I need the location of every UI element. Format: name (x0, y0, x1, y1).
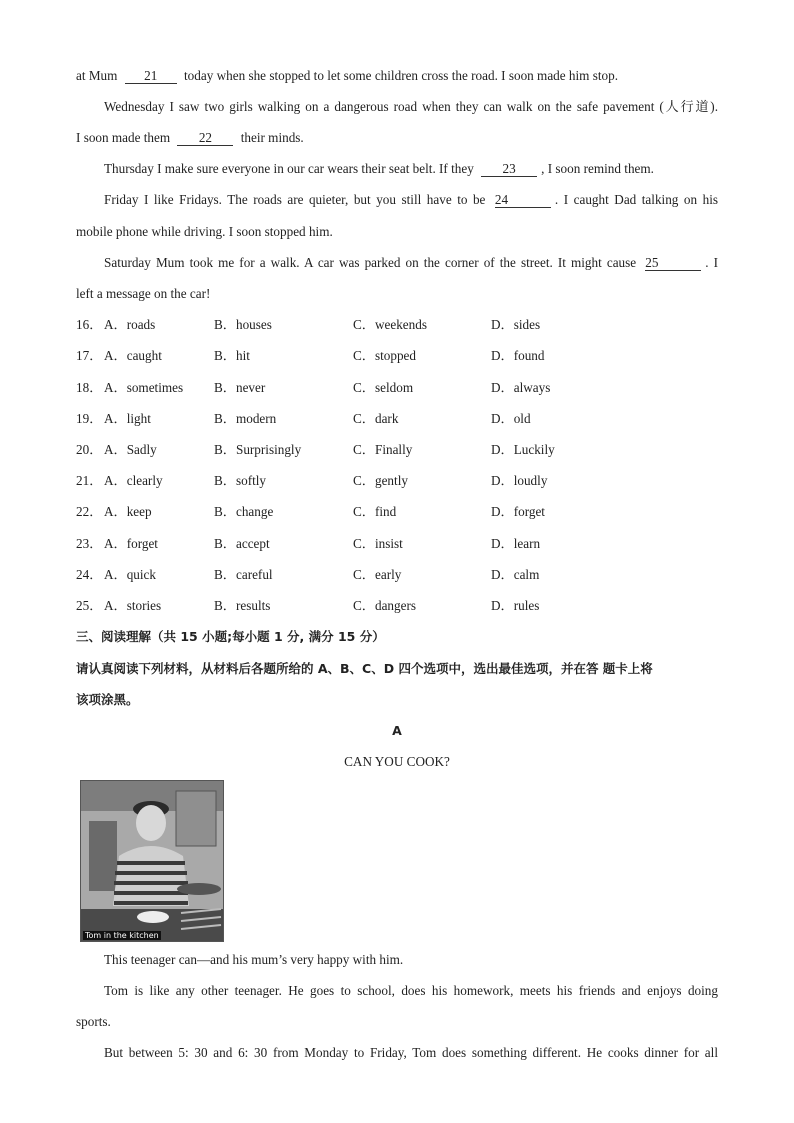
photo-tom-cooking (80, 780, 224, 942)
option-c: C．dangers (353, 598, 416, 613)
option-b: B．Surprisingly (214, 442, 302, 457)
blank-22: 22 (177, 130, 233, 146)
passage-line: left a message on the car! (76, 286, 211, 301)
option-c: C．find (353, 504, 397, 519)
option-b: B．results (214, 598, 271, 613)
passage-title: CAN YOU COOK? (344, 754, 450, 769)
reading-paragraph: sports. (76, 1014, 111, 1029)
passage-line: Wednesday I saw two girls walking on a dangerous road when they can walk on the safe pavement (人行道). (104, 99, 718, 114)
option-d: D．sides (491, 317, 541, 332)
photo-caption: Tom in the kitchen (85, 931, 159, 940)
option-d: D．Luckily (491, 442, 555, 457)
passage-label: A (392, 723, 402, 738)
option-d: D．found (491, 348, 545, 363)
option-a: A．sometimes (104, 380, 184, 395)
option-d: D．forget (491, 504, 545, 519)
option-a: A．keep (104, 504, 152, 519)
option-d: D．loudly (491, 473, 548, 488)
option-b: B．never (214, 380, 266, 395)
option-d: D．always (491, 380, 551, 395)
reading-paragraph: This teenager can—and his mum’s very happy with him. (104, 952, 404, 967)
option-b: B．careful (214, 567, 273, 582)
blank-24: 24 (495, 192, 551, 208)
option-a: A．caught (104, 348, 162, 363)
option-a: A．Sadly (104, 442, 157, 457)
option-a: A．clearly (104, 473, 163, 488)
blank-21: 21 (125, 68, 177, 84)
passage-line: Friday I like Fridays. The roads are quieter, but you still have to be 24 . I caught Dad talking on his (104, 192, 718, 207)
photo-image (81, 781, 223, 941)
passage-line: mobile phone while driving. I soon stopped him. (76, 224, 333, 239)
option-c: C．seldom (353, 380, 414, 395)
option-d: D．learn (491, 536, 541, 551)
option-c: C．dark (353, 411, 399, 426)
option-d: D．rules (491, 598, 540, 613)
reading-paragraph: But between 5: 30 and 6: 30 from Monday to Friday, Tom does something different. He cooks dinner for all (104, 1045, 718, 1060)
option-c: C．insist (353, 536, 403, 551)
option-b: B．houses (214, 317, 272, 332)
section-instruction: 请认真阅读下列材料，从材料后各题所给的 A、B、C、D 四个选项中，选出最佳选项，并在答 题卡上将 (76, 661, 653, 676)
option-d: D．calm (491, 567, 540, 582)
option-b: B．hit (214, 348, 250, 363)
exam-page: at Mum 21 today when she stopped to let some children cross the road. I soon made him stop. Wednesday I saw two girls walking on a dangerous road when they can walk on the safe pavement (人行道). I soon made them 22 their minds. Thursday I make sure everyone in our car wears their seat belt. If they 23 , I soon remind them. Friday I like Fridays. The roads are quieter, but you still have to be 24 . I caught Dad talking on his mobile phone while driving. I soon stopped him. Saturday Mum took me for a walk. A car was parked on the corner of the street. It might cause 25 . I left a message on the car! 16． A．roads B．houses C．weekends D．sides 17． A．caught B．hit C．stopped D．found 18． A．sometimes B．never C．seldom D．always 19． A．light B．modern C．dark D．old 20． A．Sadly B．Surprisingly C．Finally D．Luckily 21． A．clearly B．softly C．gently D．loudly 22． A．keep B．change C．find D．forget 23． A．forget B．accept C．insist D．learn 24． A．quick B．careful C．early D．calm 25． A．stories B．results C．dangers D．rules 三、阅读理解（共 15 小题;每小题 1 分, 满分 15 分） 请认真阅读下列材料，从材料后各题所给的 A、B、C、D 四个选项中，选出最佳选项，并在答 题卡上将 该项涂黑。 A CAN YOU COOK? Tom in the kitchen This teenager can—and his mum’s very happy with him. Tom is like any other teenager. He goes to school, does his homework, meets his friends and enjoys doing sports. But between 5: 30 and 6: 30 from Monday to Friday, Tom does something different. He cooks dinner for all (0, 0, 794, 1123)
section-instruction: 该项涂黑。 (76, 692, 139, 707)
passage-line: Thursday I make sure everyone in our car wears their seat belt. If they 23 , I soon remind them. (104, 161, 654, 176)
blank-25: 25 (645, 255, 701, 271)
option-a: A．roads (104, 317, 156, 332)
option-c: C．Finally (353, 442, 413, 457)
option-c: C．weekends (353, 317, 427, 332)
passage-line: at Mum 21 today when she stopped to let some children cross the road. I soon made him stop. (76, 68, 619, 83)
option-d: D．old (491, 411, 531, 426)
option-a: A．stories (104, 598, 162, 613)
option-b: B．softly (214, 473, 267, 488)
option-a: A．forget (104, 536, 158, 551)
option-c: C．gently (353, 473, 408, 488)
blank-23: 23 (481, 161, 537, 177)
option-b: B．modern (214, 411, 277, 426)
option-c: C．early (353, 567, 402, 582)
reading-paragraph: Tom is like any other teenager. He goes to school, does his homework, meets his friends and enjoys doing (104, 983, 718, 998)
option-b: B．change (214, 504, 274, 519)
passage-line: Saturday Mum took me for a walk. A car was parked on the corner of the street. It might cause 25 . I (104, 255, 718, 270)
option-c: C．stopped (353, 348, 417, 363)
section-heading: 三、阅读理解（共 15 小题;每小题 1 分, 满分 15 分） (76, 629, 385, 644)
option-b: B．accept (214, 536, 270, 551)
passage-line: I soon made them 22 their minds. (76, 130, 304, 145)
option-a: A．light (104, 411, 151, 426)
option-a: A．quick (104, 567, 157, 582)
